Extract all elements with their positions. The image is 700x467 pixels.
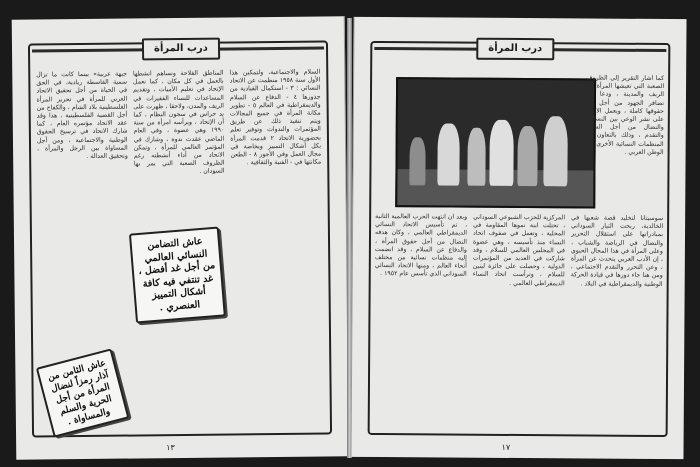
left-page xyxy=(12,16,350,459)
solidarity-callout: عاش التضامن النسائي العالمي من أجل غد أفضل ، غد تنتفي فيه كافة أشكال التمييز العنصري . xyxy=(129,227,226,324)
article-column: سوسيتانا لتخليد قصة شعبها في الخالدية، ربحت التيار السوداني بمبادراتها على استقلال التحرير والنضال في الرياضة والشباب ، وعلى المرأة في هذا المجال الحيوي ، إن الأدب العربي يتحدث عن المرأة ، وعن التحرر والتقدم الاجتماعي ، ومن هنا جاء دورها في قيادة الحركة الوطنية والديمقراطية في البلاد . xyxy=(570,214,664,288)
photo-side-text: كما أشار التقرير إلى الظروف الصعبة التي تعيشها المرأة في الريف والمدينة ، ودعا إلى تضافر الجهود من أجل نيل حقوقها كاملة ، ويعمل الاتحاد على نشر الوعي بين النساء ، والنضال من أجل السلام والتقدم ، وذلك بالتعاون مع المنظمات النسائية الأخرى في الوطن العربي . xyxy=(585,74,665,156)
section-title: درب المرأة xyxy=(476,38,554,61)
article-column: المناطق الفلاحة ونساهم أنشطها بالعمل في كل مكان ، كما نعمل الإتحاد في تعليم الأميات ، وتقديم المساعدات للنساء الفقيرات في الريف والمدن، ولاحقا ، ظهرت على يد حراس في سجون النظام ، كما أن الإتحاد ، ويرأسه امرأة من سنة ١٩٩٠ وهي عضوة ، وفي العام الماضي عقدت ندوة ، وشارك في المؤتمر العالمي للمرأة ، وتمكن الاتحاد من أداء أنشطته رغم الظروف الصعبة التي يمر بها السودان . xyxy=(132,69,225,176)
magazine-spread xyxy=(14,18,686,458)
article-column: المركزية للحزب الشيوعي السوداني ، تحتلت ابنة نموها المقاومة في المحلية ، وتعمل في صفوف اتحاد النساء منذ تأسيسه ، وهي عضوة في المجلس العالمي للسلام ، وقد شاركت في العديد من المؤتمرات الدولية ، وحصلت على جائزة لينين للسلام ، وترأست اتحاد النساء الديمقراطي العالمي . xyxy=(472,213,566,287)
performer-figure xyxy=(437,123,459,185)
right-page xyxy=(350,17,686,459)
stage-photo xyxy=(395,77,596,208)
march-8-callout: عاش الثامن من آذار رمزاً لنضال المرأة من أجل الحرية والسلم والمساواة . xyxy=(36,348,130,437)
article-column: السلام والاجتماعية، ولتمكين هذا الأول سنة ١٩٥٨ منظمت عن الاتحاد النسائي : ٣ - استكمال القيادية من جذورها ٤ - الدفاع عن السلام والديمقراطية في العالم ٥ - تطوير مكانة المرأة في جميع المجالات ويتم تنفيذ ذلك عن طريق المؤتمرات والندوات وتوفير تعلم بحضورية الاتحاد ٢ قدمت المرأة بكل أشكال التمييز ويخاصة في مجال العمل وفي الأجور ٨ - الطعن مكانتها في - الفنية والثقافية . xyxy=(229,68,322,167)
right-page-columns xyxy=(374,213,663,423)
right-page-header xyxy=(374,35,666,63)
performer-figure xyxy=(489,120,513,186)
page-number: ١٧ xyxy=(501,442,511,452)
article-column: وبعد أن انتهت الحرب العالمية الثانية ، تم تأسيس الاتحاد النسائي الديمقراطي العالمي ، وكان هدفه النضال من أجل حقوق المرأة ، والدفاع عن السلام ، وقد انضمت إليه منظمات نسائية من مختلف أنحاء العالم ، ومنها الاتحاد النسائي السوداني الذي تأسس عام ١٩٥٢ . xyxy=(374,212,468,279)
page-number: ١٣ xyxy=(166,443,175,453)
article-column: جبهة عربية» بينما كانت ما تزال سمية الفاسطة ريادية، في الحق في الحياة من أجل تحقيق الاتحاد العربي للمرأة في تحرير المرأة الفلسطينية بلاد الشام ، والكفاح من أجل القضية الفلسطينية ، هذا وقد عقد الاتحاد مؤتمره العام ، كما شارك الاتحاد في ترسيخ الحقوق الوطنية والاجتماعية ، ومن أجل المساواة بين الرجل والمرأة ، وتحقيق العدالة . xyxy=(36,70,128,161)
performer-figure xyxy=(467,128,485,186)
performer-figure xyxy=(517,126,537,186)
performer-figure xyxy=(543,116,567,186)
left-page-header xyxy=(32,34,324,63)
performer-figure xyxy=(409,137,425,185)
section-title: درب المرأة xyxy=(142,38,220,61)
